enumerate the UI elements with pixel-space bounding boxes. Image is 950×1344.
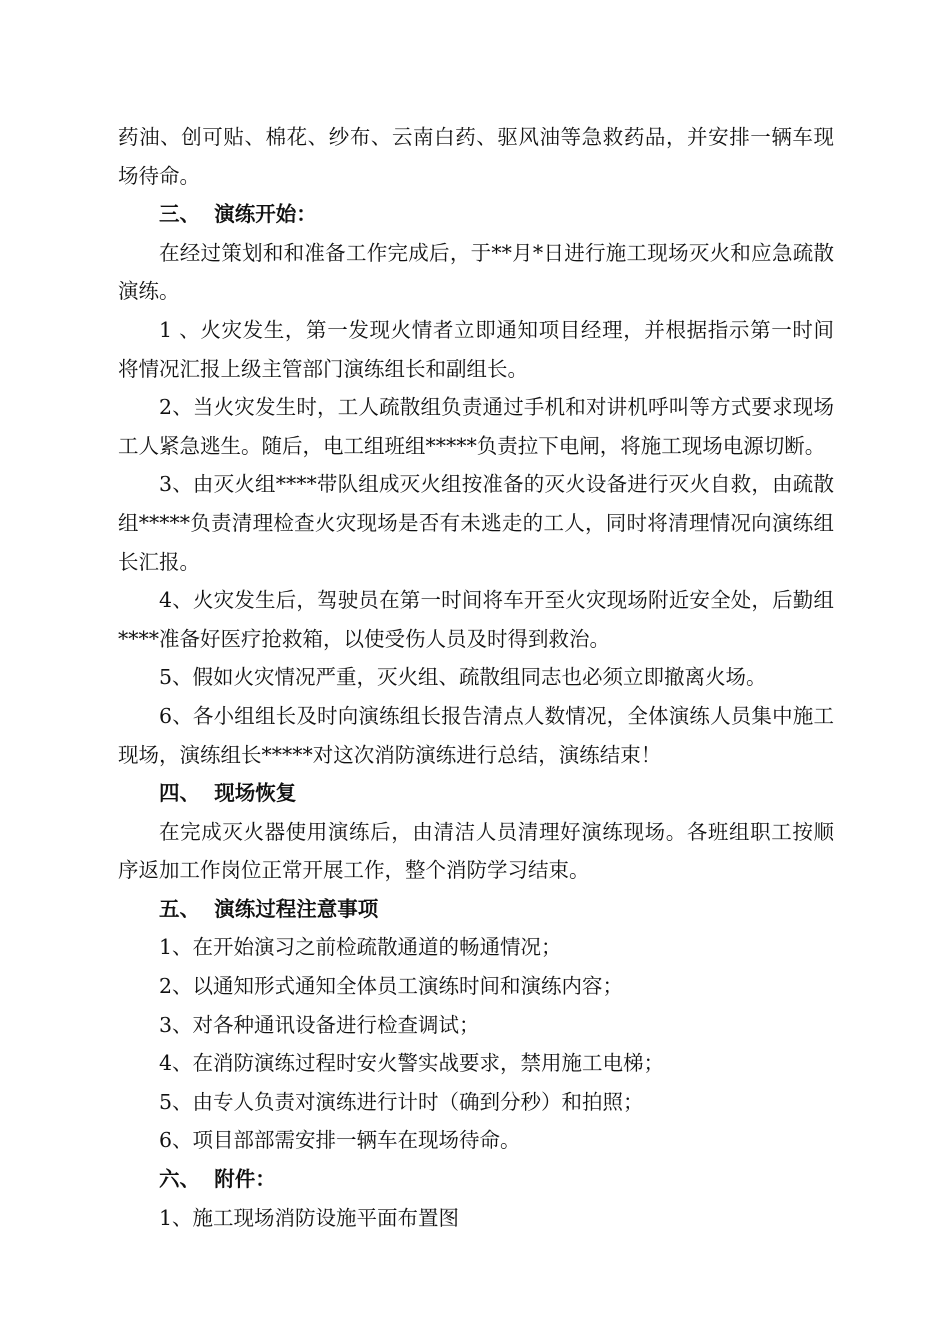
section-heading-drill-start: 三、 演练开始： xyxy=(159,202,317,227)
paragraph-first-aid-continuation: 药油、创可贴、棉花、纱布、云南白药、驱风油等急救药品，并安排一辆车现场待命。 xyxy=(118,125,834,188)
paragraph-step-6: 6、各小组组长及时向演练组长报告清点人数情况，全体演练人员集中施工现场，演练组长*****对这次消防演练进行总结，演练结束！ xyxy=(118,703,834,767)
section-heading-site-restore: 四、 现场恢复 xyxy=(159,781,297,806)
paragraph-step-1: 1 、火灾发生，第一发现火情者立即通知项目经理，并根据指示第一时间将情况汇报上级主管部门演练组长和副组长。 xyxy=(118,317,834,381)
paragraph-step-3: 3、由灭火组****带队组成灭火组按准备的灭火设备进行灭火自救，由疏散组*****负责清理检查火灾现场是否有未逃走的工人，同时将清理情况向演练组长汇报。 xyxy=(118,472,834,574)
document-body xyxy=(118,118,834,1237)
paragraph-site-restore: 在完成灭火器使用演练后，由清洁人员清理好演练现场。各班组职工按顺序返加工作岗位正常开展工作，整个消防学习结束。 xyxy=(118,819,834,883)
paragraph-step-4: 4、火灾发生后，驾驶员在第一时间将车开至火灾现场附近安全处，后勤组****准备好医疗抢救箱，以使受伤人员及时得到救治。 xyxy=(118,588,834,651)
list-item-precaution-4: 4、在消防演练过程时安火警实战要求，禁用施工电梯； xyxy=(159,1051,665,1076)
list-item-precaution-2: 2、以通知形式通知全体员工演练时间和演练内容； xyxy=(159,974,624,999)
list-item-attachment-1: 1、施工现场消防设施平面布置图 xyxy=(159,1205,460,1230)
paragraph-drill-intro: 在经过策划和和准备工作完成后，于**月*日进行施工现场灭火和应急疏散演练。 xyxy=(118,240,834,304)
section-heading-attachments: 六、 附件： xyxy=(159,1167,276,1192)
list-item-precaution-5: 5、由专人负责对演练进行计时（确到分秒）和拍照； xyxy=(159,1089,644,1114)
list-item-precaution-3: 3、对各种通讯设备进行检查调试； xyxy=(159,1012,480,1037)
paragraph-step-5: 5、假如火灾情况严重，灭火组、疏散组同志也必须立即撤离火场。 xyxy=(159,665,767,690)
section-heading-precautions: 五、 演练过程注意事项 xyxy=(159,896,379,921)
paragraph-step-2: 2、当火灾发生时，工人疏散组负责通过手机和对讲机呼叫等方式要求现场工人紧急逃生。随后，电工组班组*****负责拉下电闸，将施工现场电源切断。 xyxy=(118,395,834,458)
list-item-precaution-1: 1、在开始演习之前检疏散通道的畅通情况； xyxy=(159,935,562,960)
list-item-precaution-6: 6、项目部部需安排一辆车在现场待命。 xyxy=(159,1128,521,1153)
